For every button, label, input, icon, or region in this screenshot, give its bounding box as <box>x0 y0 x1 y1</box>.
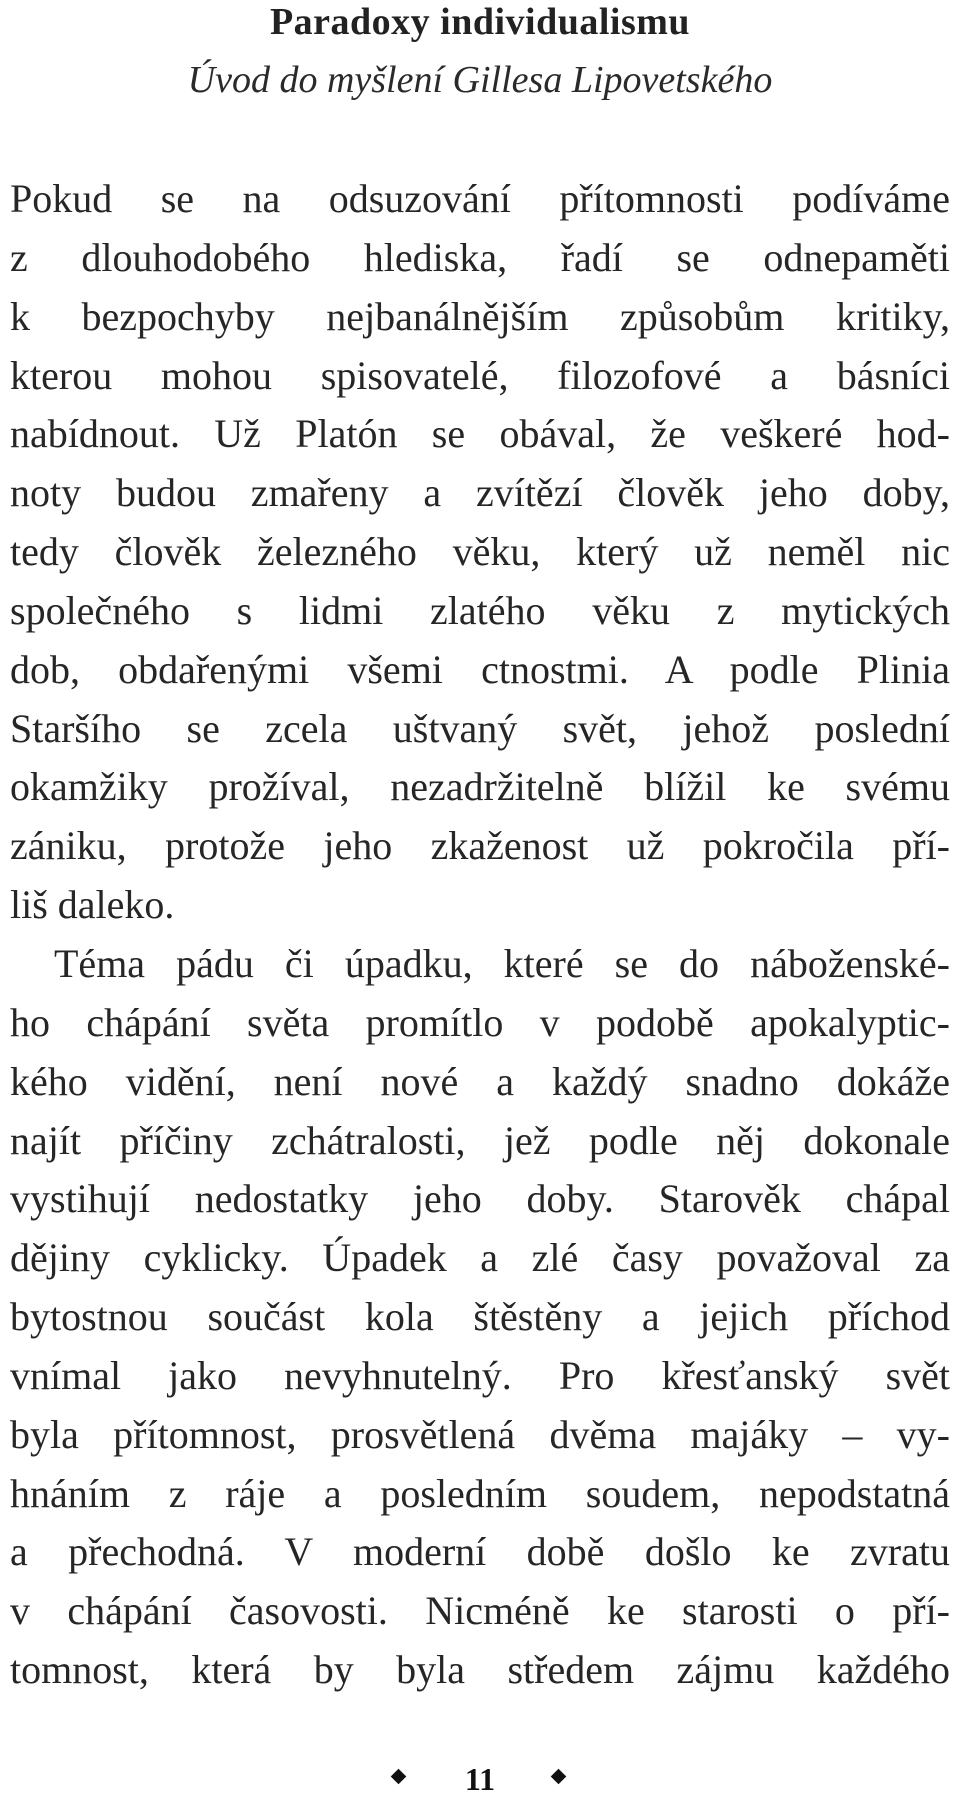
diamond-icon <box>551 1769 567 1785</box>
text-line: k bezpochyby nejbanálnějším způsobům kritiky, <box>10 293 950 339</box>
text-line: okamžiky prožíval, nezadržitelně blížil ke svému <box>10 764 950 810</box>
text-line: z dlouhodobého hlediska, řadí se odnepaměti <box>10 234 950 280</box>
text-line: bytostnou součást kola štěstěny a jejich příchod <box>10 1294 950 1340</box>
chapter-title: Paradoxy individualismu <box>269 1 691 43</box>
text-line: Pokud se na odsuzování přítomnosti podíváme <box>10 176 950 221</box>
text-line: Staršího se zcela uštvaný svět, jehož poslední <box>10 705 950 751</box>
text-line: kého vidění, není nové a každý snadno dokáže <box>10 1058 950 1104</box>
page-footer <box>0 1762 960 1796</box>
text-line: Téma pádu či úpadku, které se do náboženské- <box>54 940 950 986</box>
text-line: nabídnout. Už Platón se obával, že veškeré hod- <box>10 411 950 457</box>
text-line: najít příčiny zchátralosti, jež podle něj dokonale <box>10 1117 950 1163</box>
page-number: 11 <box>464 1761 496 1797</box>
text-line: liš daleko. <box>10 882 175 928</box>
text-line: noty budou zmařeny a zvítězí člověk jeho doby, <box>10 470 950 516</box>
text-line: a přechodná. V moderní době došlo ke zvratu <box>10 1529 950 1575</box>
text-line: hnáním z ráje a posledním soudem, nepodstatná <box>10 1470 950 1516</box>
text-line: zániku, protože jeho zkaženost už pokročila pří- <box>10 823 950 869</box>
text-line: dějiny cyklicky. Úpadek a zlé časy považoval za <box>10 1235 950 1281</box>
diamond-icon <box>391 1769 407 1785</box>
chapter-subtitle: Úvod do myšlení Gillesa Lipovetského <box>187 59 773 101</box>
text-line: byla přítomnost, prosvětlená dvěma majáky – vy- <box>10 1411 950 1457</box>
text-line: společného s lidmi zlatého věku z mytických <box>10 587 950 633</box>
text-line: vystihují nedostatky jeho doby. Starověk chápal <box>10 1176 950 1222</box>
text-line: dob, obdařenými všemi ctnostmi. A podle Plinia <box>10 646 950 692</box>
text-line: tedy člověk železného věku, který už neměl nic <box>10 529 950 575</box>
text-line: v chápání časovosti. Nicméně ke starosti o pří- <box>10 1588 950 1634</box>
text-line: kterou mohou spisovatelé, filozofové a básníci <box>10 352 950 398</box>
text-line: ho chápání světa promítlo v podobě apokalyptic- <box>10 999 950 1045</box>
text-line: tomnost, která by byla středem zájmu každého <box>10 1647 950 1693</box>
text-line: vnímal jako nevyhnutelný. Pro křesťanský svět <box>10 1352 950 1398</box>
body-text <box>10 170 950 1700</box>
